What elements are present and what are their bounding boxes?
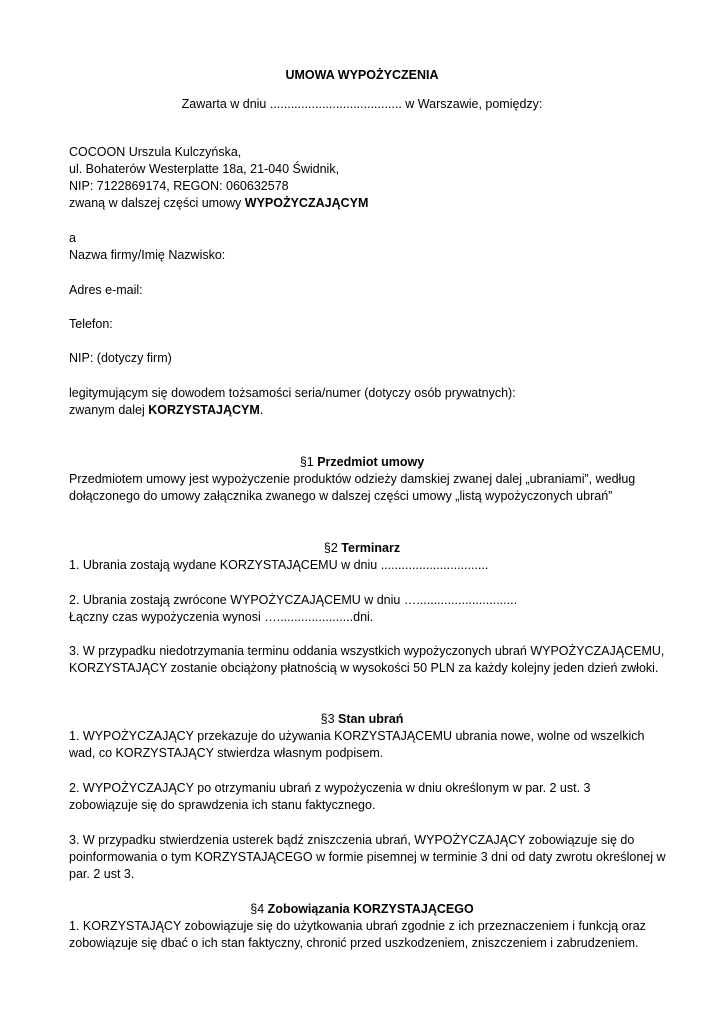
borrower-id-label: legitymującym się dowodem tożsamości seria/numer (dotyczy osób prywatnych):: [69, 386, 516, 400]
section-2-title: Terminarz: [341, 541, 401, 555]
section-4-number: §4: [250, 902, 268, 916]
section-1-body: [69, 471, 669, 505]
section-2-item-3-line: 3. W przypadku niedotrzymania terminu oddania wszystkich wypożyczonych ubrań WYPOŻYCZAJĄCEMU,: [69, 644, 665, 658]
section-2-heading: [0, 540, 724, 557]
section-3-item-3-line: 3. W przypadku stwierdzenia usterek bądź zniszczenia ubrań, WYPOŻYCZAJĄCY zobowiązuje się do: [69, 833, 635, 847]
section-2-item-2-line: 2. Ubrania zostają zwrócone WYPOŻYCZAJĄCEMU w dniu ….............................: [69, 593, 518, 607]
section-3-item-1-line: wad, co KORZYSTAJĄCY stwierdza własnym podpisem.: [69, 746, 384, 760]
section-4-item-1: [69, 918, 669, 952]
borrower-id-block: [69, 385, 669, 419]
section-2-item-3: [69, 643, 669, 677]
section-2-item-3-line: KORZYSTAJĄCY zostanie obciążony płatnością w wysokości 50 PLN za każdy kolejny jeden dzień zwłoki.: [69, 661, 659, 675]
section-3-heading: [0, 711, 724, 728]
section-3-item-2-line: zobowiązuje się do sprawdzenia ich stanu faktycznego.: [69, 798, 376, 812]
lender-block: [69, 144, 669, 212]
lender-role: [69, 195, 669, 212]
section-1-title: Przedmiot umowy: [317, 455, 425, 469]
lender-role-prefix: zwaną w dalszej części umowy: [69, 196, 245, 210]
section-3-item-2: [69, 780, 669, 814]
section-4-item-1-line: 1. KORZYSTAJĄCY zobowiązuje się do użytkowania ubrań zgodnie z ich przeznaczeniem i funkcją oraz: [69, 919, 646, 933]
section-3-item-3-line: par. 2 ust 3.: [69, 867, 135, 881]
section-2-number: §2: [323, 541, 342, 555]
section-2-item-2: [69, 592, 669, 626]
section-3-title: Stan ubrań: [338, 712, 404, 726]
section-2-item-2-line: Łączny czas wypożyczenia wynosi …......................dni.: [69, 610, 374, 624]
borrower-role-suffix: .: [259, 403, 264, 417]
section-1-heading: [0, 454, 724, 471]
section-3-item-2-line: 2. WYPOŻYCZAJĄCY po otrzymaniu ubrań z wypożyczenia w dniu określonym w par. 2 ust. 3: [69, 781, 591, 795]
section-3-item-3: [69, 832, 669, 883]
section-4-item-1-line: zobowiązuje się dbać o ich stan faktyczny, chronić przed uszkodzeniem, zniszczeniem i zabrudzeniem.: [69, 936, 639, 950]
borrower-name-label: Nazwa firmy/Imię Nazwisko:: [69, 248, 226, 262]
lender-address: ul. Bohaterów Westerplatte 18a, 21-040 Świdnik,: [69, 162, 340, 176]
lender-role-name: WYPOŻYCZAJĄCYM: [244, 196, 369, 210]
lender-ids: NIP: 7122869174, REGON: 060632578: [69, 179, 289, 193]
section-3-item-1-line: 1. WYPOŻYCZAJĄCY przekazuje do używania KORZYSTAJĄCEMU ubrania nowe, wolne od wszelkich: [69, 729, 645, 743]
document-title: UMOWA WYPOŻYCZENIA: [285, 68, 439, 82]
borrower-role-prefix: zwanym dalej: [69, 403, 149, 417]
borrower-nip-label: NIP: (dotyczy firm): [69, 351, 172, 365]
section-1-number: §1: [299, 455, 318, 469]
borrower-phone-label: Telefon:: [69, 317, 113, 331]
section-4-title: Zobowiązania KORZYSTAJĄCEGO: [267, 902, 474, 916]
conjunction-text: a: [69, 231, 76, 245]
lender-name: COCOON Urszula Kulczyńska,: [69, 145, 242, 159]
borrower-role: [69, 402, 669, 419]
section-1-line: dołączonego do umowy załącznika zwanego w dalszej części umowy „listą wypożyczonych ubrań”: [69, 489, 613, 503]
section-3-number: §3: [320, 712, 339, 726]
borrower-role-name: KORZYSTAJĄCYM: [148, 403, 260, 417]
section-1-line: Przedmiotem umowy jest wypożyczenie produktów odzieży damskiej zwanej dalej „ubraniami”, według: [69, 472, 636, 486]
section-4-heading: [0, 901, 724, 918]
borrower-block: [69, 230, 669, 264]
intro-line: Zawarta w dniu ...................................... w Warszawie, pomiędzy:: [181, 97, 543, 111]
section-2-item-1: 1. Ubrania zostają wydane KORZYSTAJĄCEMU w dniu ...............................: [69, 558, 489, 572]
section-3-item-1: [69, 728, 669, 762]
section-3-item-3-line: poinformowania o tym KORZYSTAJĄCEGO w formie pisemnej w terminie 3 dni od daty zwrotu określonej w: [69, 850, 666, 864]
borrower-email-label: Adres e-mail:: [69, 283, 143, 297]
